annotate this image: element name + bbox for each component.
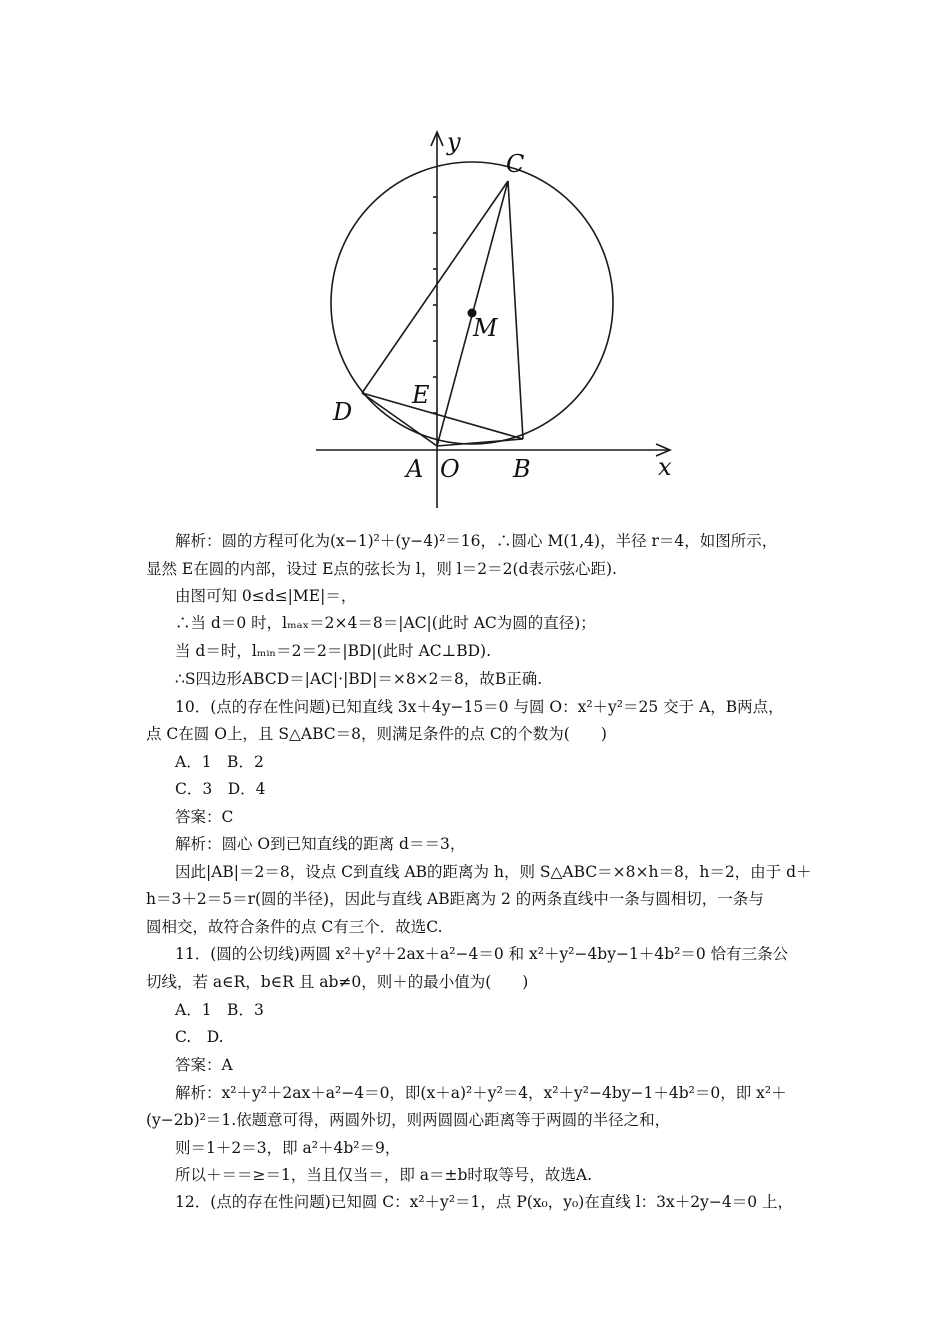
label-a: A: [406, 455, 424, 483]
option-line: A．1 B．2: [175, 753, 264, 771]
question-10-line: 10．(点的存在性问题)已知直线 3x＋4y−15＝0 与圆 O：x²＋y²＝25 交于 A，B两点，: [175, 698, 784, 716]
label-d: D: [333, 398, 353, 426]
label-e: E: [412, 381, 430, 409]
paragraph-line: 因此|AB|＝2＝8，设点 C到直线 AB的距离为 h，则 S△ABC＝×8×h＝8，h＝2，由于 d＋: [175, 863, 812, 881]
question-11-line: 11．(圆的公切线)两圆 x²＋y²＋2ax＋a²−4＝0 和 x²＋y²−4by−1＋4b²＝0 恰有三条公: [175, 945, 789, 963]
paragraph-line: ∴S四边形ABCD＝|AC|·|BD|＝×8×2＝8，故B正确.: [175, 670, 543, 688]
question-10-line: 点 C在圆 O上，且 S△ABC＝8，则满足条件的点 C的个数为( ): [146, 725, 607, 743]
option-line: C．3 D．4: [175, 780, 266, 798]
option-line: C. D.: [175, 1028, 224, 1046]
label-o: O: [440, 455, 460, 483]
paragraph-line: 解析：圆心 O到已知直线的距离 d＝＝3，: [175, 835, 466, 853]
paragraph-line: 显然 E在圆的内部，设过 E点的弦长为 l，则 l＝2＝2(d表示弦心距).: [146, 560, 617, 578]
option-line: A．1 B．3: [175, 1001, 264, 1019]
paragraph-line: (y−2b)²＝1.依题意可得，两圆外切，则两圆圆心距离等于两圆的半径之和，: [146, 1111, 671, 1129]
paragraph-line: 由图可知 0≤d≤|ME|＝，: [175, 587, 357, 605]
label-b: B: [513, 455, 531, 483]
paragraph-line: 解析：x²＋y²＋2ax＋a²−4＝0，即(x＋a)²＋y²＝4，x²＋y²−4by−1＋4b²＝0，即 x²＋: [175, 1084, 787, 1102]
question-12-line: 12．(点的存在性问题)已知圆 C：x²＋y²＝1，点 P(x₀，y₀)在直线 l：3x＋2y−4＝0 上，: [175, 1193, 794, 1211]
paragraph-line: 则＝1＋2＝3，即 a²＋4b²＝9，: [175, 1139, 401, 1157]
label-x: x: [658, 453, 672, 481]
label-m: M: [473, 314, 498, 342]
question-11-line: 切线，若 a∈R，b∈R 且 ab≠0，则＋的最小值为( ): [146, 973, 529, 991]
label-c: C: [506, 150, 525, 178]
segment-cd: [362, 181, 508, 393]
segment-db: [362, 393, 523, 439]
paragraph-line: 所以＋＝＝≥＝1，当且仅当＝，即 a＝±b时取等号，故选A.: [175, 1166, 593, 1184]
paragraph-line: 解析：圆的方程可化为(x−1)²＋(y−4)²＝16，∴圆心 M(1,4)，半径 r＝4，如图所示，: [175, 532, 778, 550]
answer-line: 答案：C: [175, 808, 234, 826]
paragraph-line: 圆相交，故符合条件的点 C有三个．故选C.: [146, 918, 443, 936]
answer-line: 答案：A: [175, 1056, 233, 1074]
paragraph-line: ∴当 d＝0 时，lₘₐₓ＝2×4＝8＝|AC|(此时 AC为圆的直径)；: [175, 614, 596, 632]
paragraph-line: 当 d＝时，lₘᵢₙ＝2＝2＝|BD|(此时 AC⊥BD).: [175, 642, 492, 660]
paragraph-line: h＝3＋2＝5＝r(圆的半径)，因此与直线 AB距离为 2 的两条直线中一条与圆相切，一条与: [146, 890, 764, 908]
segment-cb: [508, 181, 523, 439]
geometry-figure: [300, 118, 700, 518]
label-y: y: [447, 128, 461, 156]
